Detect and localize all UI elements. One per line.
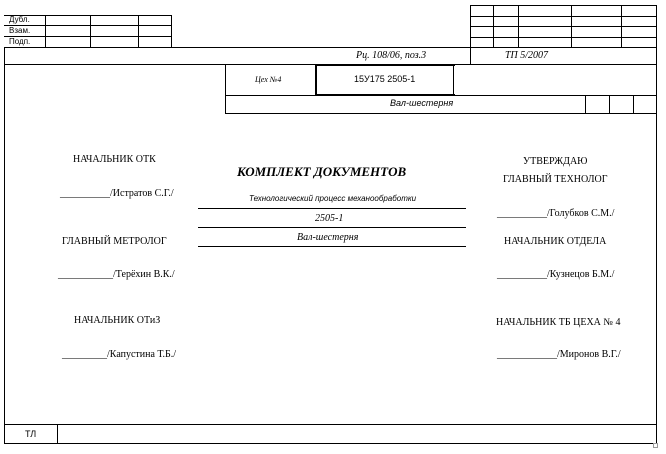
document-number: 2505-1	[315, 213, 344, 224]
header-ref-left: Рц. 108/06, поз.3	[356, 50, 427, 61]
right-name-golubkov: __________/Голубков С.М./	[497, 208, 615, 219]
part-code: 15У175 2505-1	[354, 74, 416, 84]
footer-label: ТЛ	[25, 429, 37, 439]
stamp-row-dubl: Дубл.	[9, 15, 30, 24]
frame-bottom-line	[4, 443, 657, 444]
stamp-row-podp: Подп.	[9, 37, 31, 46]
left-name-teryohin: ___________/Терёхин В.К./	[58, 269, 175, 280]
right-approve: УТВЕРЖДАЮ	[523, 156, 588, 167]
document-title: КОМПЛЕКТ ДОКУМЕНТОВ	[237, 164, 407, 179]
frame-right	[656, 5, 657, 444]
document-subtitle: Технологический процесс механообработки	[249, 194, 417, 203]
footer-divider	[57, 424, 58, 444]
part-name-header: Вал-шестерня	[390, 98, 454, 108]
header-ref-right: ТП 5/2007	[505, 50, 549, 61]
right-role-technolog: ГЛАВНЫЙ ТЕХНОЛОГ	[503, 174, 608, 185]
stamp-row-vzam: Взам.	[9, 26, 31, 35]
shop-label: Цех №4	[255, 75, 282, 84]
frame-top-line	[4, 47, 657, 48]
title-underline-2	[198, 227, 466, 228]
left-role-otiz: НАЧАЛЬНИК ОТиЗ	[74, 315, 161, 326]
header-ref-divider	[470, 47, 471, 64]
frame-corner-marker	[653, 443, 658, 448]
left-role-otk: НАЧАЛЬНИК ОТК	[73, 154, 156, 165]
left-name-kapustina: _________/Капустина Т.Б./	[62, 349, 177, 360]
right-name-kuznetsov: __________/Кузнецов Б.М./	[497, 269, 615, 280]
title-underline-1	[198, 208, 466, 209]
left-role-metrolog: ГЛАВНЫЙ МЕТРОЛОГ	[62, 236, 167, 247]
frame-left	[4, 47, 5, 444]
right-name-mironov: ____________/Миронов В.Г./	[497, 349, 621, 360]
footer-top-line	[4, 424, 657, 425]
right-role-tb: НАЧАЛЬНИК ТБ ЦЕХА № 4	[496, 317, 621, 328]
right-role-otdel: НАЧАЛЬНИК ОТДЕЛА	[504, 236, 607, 247]
document-part: Вал-шестерня	[297, 232, 359, 243]
left-name-istratov: __________/Истратов С.Г./	[60, 188, 174, 199]
title-underline-3	[198, 246, 466, 247]
